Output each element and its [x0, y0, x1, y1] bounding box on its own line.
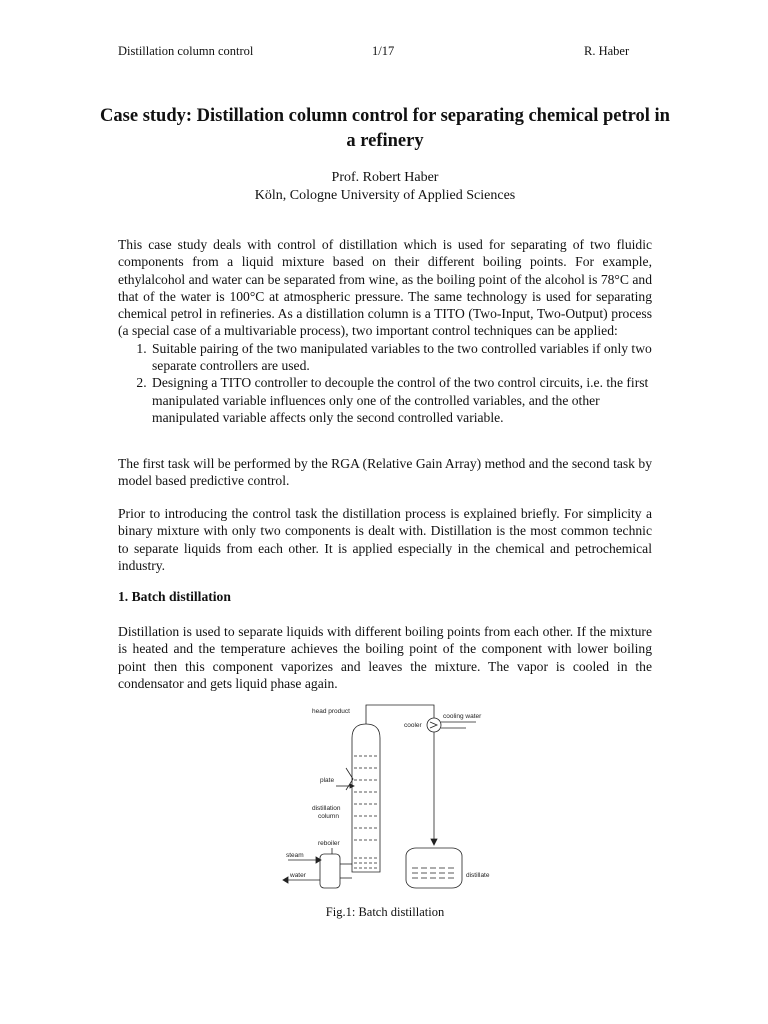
control-techniques-list: [118, 340, 652, 426]
running-header-title: Distillation column control: [118, 44, 254, 58]
paper-title: Case study: Distillation column control for separating chemical petrol in a refinery: [100, 106, 670, 151]
label-distillation: distillation: [312, 805, 341, 812]
label-cooling-water: cooling water: [443, 713, 482, 720]
tasks-paragraph: The first task will be performed by the RGA (Relative Gain Array) method and the second task by model based predictive control.: [118, 456, 652, 489]
reboiler-shape: [320, 854, 340, 888]
batch-paragraph: Distillation is used to separate liquids with different boiling points from each other. If the mixture is heated and the temperature achieves the boiling point of the component with lower boiling point then this component vaporizes and leaves the mixture. The vapor is cooled in the condensator and gets liquid phase again.: [118, 624, 652, 691]
distillation-diagram: [280, 700, 490, 898]
author-affiliation: Köln, Cologne University of Applied Sciences: [254, 188, 516, 203]
label-column: column: [318, 813, 339, 820]
section-heading: 1. Batch distillation: [118, 589, 231, 604]
intro-section: [118, 236, 652, 426]
label-distillate: distillate: [466, 872, 490, 879]
label-reboiler: reboiler: [318, 840, 340, 847]
author-name: Prof. Robert Haber: [331, 170, 439, 185]
label-water: water: [290, 872, 306, 879]
running-header-author: R. Haber: [584, 44, 630, 58]
batch-distillation-figure: [280, 700, 490, 898]
label-head-product: head product: [312, 708, 350, 715]
cooler-shape: [427, 718, 441, 732]
list-item: 1. Suitable pairing of the two manipulated variables to the two controlled variables if only two separate controllers are used.: [150, 340, 652, 375]
intro-paragraph: This case study deals with control of distillation which is used for separating of two fluidic components from a liquid mixture based on their different boiling points. For example, ethylalcohol and water can be separated from wine, as the boiling point of the alcohol is 78°C and that of the water is 100°C at atmospheric pressure. The same technology is used for separating chemical petrol in refineries. As a distillation column is a TITO (Two-Input, Two-Output) process (a special case of a multivariable process), two important control techniques can be applied:: [118, 237, 652, 339]
label-cooler: cooler: [404, 722, 422, 729]
label-steam: steam: [286, 852, 304, 859]
page-number: 1/17: [372, 44, 395, 58]
prior-paragraph: Prior to introducing the control task the distillation process is explained briefly. For simplicity a binary mixture with only two components is dealt with. Distillation is the most common technic to separate liquids from each other. It is applied especially in the chemical and petrochemical industry.: [118, 506, 652, 573]
distillation-column-shape: [352, 724, 380, 872]
label-plate: plate: [320, 777, 335, 784]
list-item: 2. Designing a TITO controller to decouple the control of the two control circuits, i.e. the first manipulated variable influences only one of the controlled variables, and the other manipulated variable affects only the second controlled variable.: [150, 374, 652, 426]
figure-caption: Fig.1: Batch distillation: [325, 905, 445, 919]
author-block: [100, 169, 670, 205]
